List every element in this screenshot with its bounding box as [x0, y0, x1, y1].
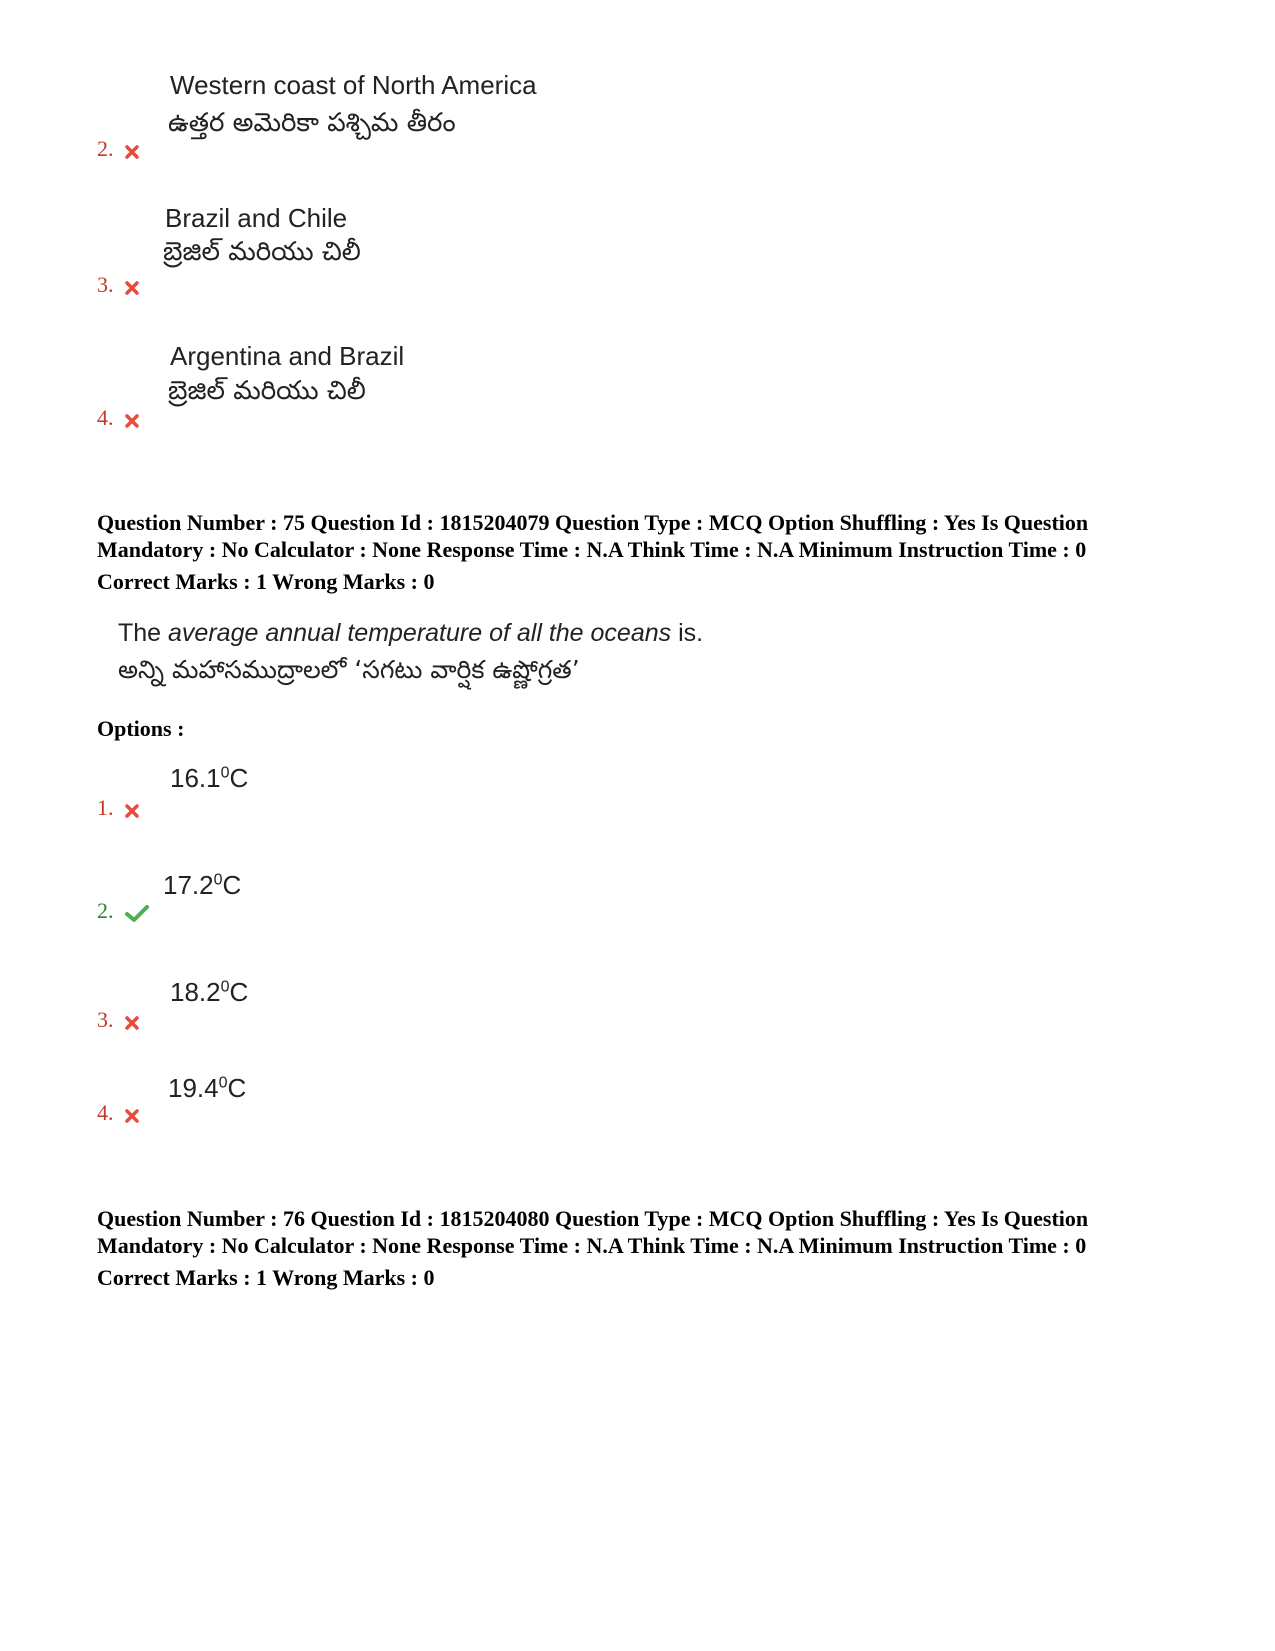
- question-76-marks: Correct Marks : 1 Wrong Marks : 0: [97, 1265, 435, 1290]
- question-header-line-1: Question Number : 76 Question Id : 1815204080 Question Type : MCQ Option Shuffling : Yes Is Question: [97, 1206, 1089, 1231]
- prev-option-3-marker: [97, 272, 139, 298]
- option-superscript: 0: [220, 978, 230, 996]
- option-value: 16.1: [170, 763, 221, 793]
- cross-icon: [125, 1109, 139, 1123]
- option-number: 4.: [97, 1100, 114, 1125]
- question-header-line-1: Question Number : 75 Question Id : 1815204079 Question Type : MCQ Option Shuffling : Yes Is Question: [97, 510, 1089, 535]
- question-text-part: The: [118, 619, 169, 647]
- option-value: 19.4: [168, 1073, 219, 1103]
- option-unit: C: [229, 763, 249, 793]
- question-header-line-2: Mandatory : No Calculator : None Response Time : N.A Think Time : N.A Minimum Instruction Time : 0: [97, 537, 1087, 562]
- option-value: 18.2: [170, 977, 221, 1007]
- option-unit: C: [222, 870, 242, 900]
- question-75-text-english: [118, 619, 703, 648]
- cross-icon: [125, 414, 139, 428]
- cross-icon: [125, 281, 139, 295]
- option-unit: C: [227, 1073, 247, 1103]
- question-text-part: is.: [671, 619, 704, 647]
- q75-option-1-value: [170, 763, 248, 794]
- q75-option-4-value: [168, 1073, 246, 1104]
- prev-option-4-marker: [97, 405, 139, 431]
- cross-icon: [125, 1016, 139, 1030]
- option-number: 2.: [97, 898, 114, 923]
- option-superscript: 0: [220, 764, 230, 782]
- q75-option-1-marker: [97, 795, 139, 821]
- question-75-text-telugu: అన్ని మహాసముద్రాలలో ‘సగటు వార్షిక ఉష్ణోగ్రత’: [118, 655, 580, 684]
- prev-option-4-telugu: బ్రెజిల్ మరియు చిలీ: [168, 376, 366, 406]
- q75-option-2-value: [163, 870, 241, 901]
- prev-option-2-english: Western coast of North America: [170, 70, 537, 100]
- prev-option-3-english: Brazil and Chile: [165, 203, 348, 233]
- prev-option-2-marker: [97, 136, 139, 162]
- prev-option-3-telugu: బ్రెజిల్ మరియు చిలీ: [163, 237, 361, 267]
- question-header-line-2: Mandatory : No Calculator : None Response Time : N.A Think Time : N.A Minimum Instruction Time : 0: [97, 1233, 1087, 1258]
- option-value: 17.2: [163, 870, 214, 900]
- option-number: 4.: [97, 405, 114, 430]
- question-text-italic: average annual temperature of all the oceans: [168, 619, 672, 647]
- question-75-marks: Correct Marks : 1 Wrong Marks : 0: [97, 569, 435, 594]
- q75-option-3-marker: [97, 1007, 139, 1033]
- option-number: 1.: [97, 795, 114, 820]
- prev-option-4-english: Argentina and Brazil: [170, 341, 405, 371]
- option-number: 3.: [97, 272, 114, 297]
- option-number: 3.: [97, 1007, 114, 1032]
- check-icon: [125, 905, 149, 923]
- q75-option-3-value: [170, 977, 248, 1008]
- option-number: 2.: [97, 136, 114, 161]
- cross-icon: [125, 804, 139, 818]
- question-75-header: [97, 509, 1197, 563]
- options-label: Options :: [97, 716, 185, 741]
- prev-option-2-telugu: ఉత్తర అమెరికా పశ్చిమ తీరం: [168, 108, 456, 138]
- option-superscript: 0: [213, 871, 223, 889]
- question-76-header: [97, 1205, 1197, 1259]
- q75-option-2-marker: [97, 898, 149, 924]
- option-superscript: 0: [218, 1074, 228, 1092]
- cross-icon: [125, 145, 139, 159]
- option-unit: C: [229, 977, 249, 1007]
- q75-option-4-marker: [97, 1100, 139, 1126]
